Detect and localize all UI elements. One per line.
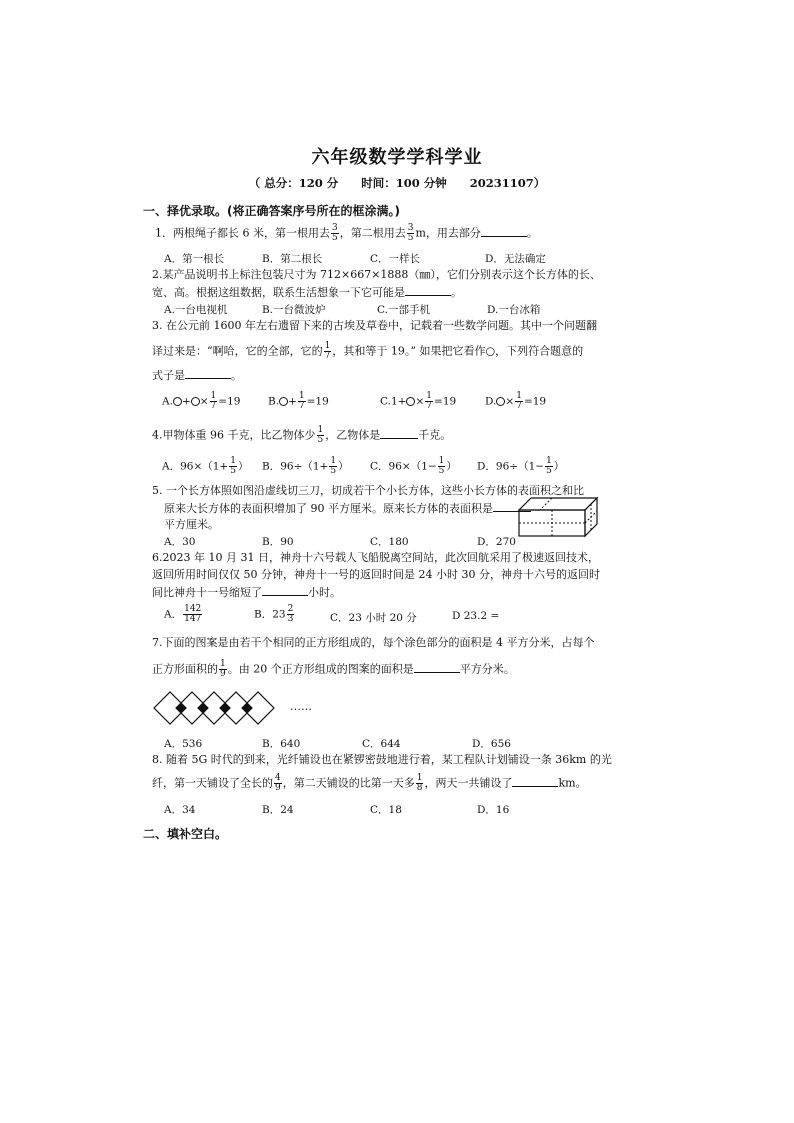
q3-option-b[interactable]: B. + $\frac{1}{7}$ =19	[268, 391, 329, 411]
question-7-line-2: 正方形面积的 $\frac{1}{9}$ 。由 20 个正方形组成的图案的面积是 平方分米。	[152, 659, 515, 679]
q5-option-c[interactable]: C．180	[370, 536, 409, 548]
q6-option-a[interactable]: A． $\frac{142}{147}$	[164, 604, 202, 624]
question-5-line-3: 平方厘米。	[164, 518, 219, 531]
q8-option-d[interactable]: D．16	[477, 804, 510, 816]
cuboid-diagram	[517, 496, 599, 538]
exam-info: （ 总分：120 分 时间：100 分钟 20231107）	[248, 176, 546, 190]
fraction: $\frac{3}{5}$	[407, 223, 414, 243]
section-2-heading: 二、填补空白。	[143, 827, 228, 841]
question-6-line-2: 返回所用时间仅仅 50 分钟，神舟十一号的返回时间是 24 小时 30 分，神舟十六号的返回时	[152, 568, 600, 581]
question-3-line-2: 译过来是：“啊哈，它的全部，它的 $\frac{1}{7}$ ，其和等于 19。” 如果把它看作○，下列符合题意的	[152, 341, 584, 361]
circle-icon	[173, 397, 182, 406]
q4-option-a[interactable]: A．96×（1+ $\frac{1}{5}$ ）	[162, 456, 249, 476]
answer-blank[interactable]	[262, 585, 308, 596]
question-2-line-1: 2.某产品说明书上标注包装尺寸为 712×667×1888（㎜），它们分别表示这个长方体的长、	[152, 268, 601, 281]
q7-option-a[interactable]: A．536	[164, 738, 203, 750]
question-1: 1．两根绳子都长 6 米，第一根用去 $\frac{3}{5}$ ，第二根用去 $\frac{3}{5}$ m，用去部分 。	[155, 223, 538, 243]
q3-option-a[interactable]: A. + × $\frac{1}{7}$ =19	[162, 391, 241, 411]
answer-blank[interactable]	[185, 368, 231, 379]
q4-option-b[interactable]: B．96÷（1+ $\frac{1}{5}$ ）	[262, 456, 349, 476]
answer-blank[interactable]	[414, 662, 460, 673]
fraction: $\frac{1}{7}$	[324, 341, 331, 361]
q6-option-d[interactable]: D 23.2 =	[452, 610, 500, 622]
q1-option-c[interactable]: C．一样长	[370, 253, 421, 265]
q4-option-c[interactable]: C．96×（1− $\frac{1}{5}$ ）	[370, 456, 457, 476]
q3-option-d[interactable]: D. × $\frac{1}{7}$ =19	[485, 391, 547, 411]
answer-blank[interactable]	[405, 285, 451, 296]
q6-option-c[interactable]: C．23 小时 20 分	[330, 612, 417, 624]
answer-blank[interactable]	[380, 428, 418, 439]
square-pattern-figure	[152, 690, 292, 726]
q5-option-b[interactable]: B．90	[262, 536, 294, 548]
circle-icon	[191, 397, 200, 406]
q4-option-d[interactable]: D．96÷（1− $\frac{1}{5}$ ）	[477, 456, 565, 476]
q5-option-a[interactable]: A．30	[164, 536, 196, 548]
q2-option-a[interactable]: A.一台电视机	[164, 304, 228, 316]
q7-option-c[interactable]: C．644	[362, 738, 401, 750]
question-8-line-1: 8. 随着 5G 时代的到来，光纤铺设也在紧锣密鼓地进行着，某工程队计划铺设一条 36km 的光	[152, 753, 612, 766]
answer-blank[interactable]	[481, 226, 527, 237]
q8-option-a[interactable]: A．34	[164, 804, 196, 816]
q2-option-c[interactable]: C.一部手机	[377, 304, 430, 316]
q7-option-b[interactable]: B．640	[262, 738, 301, 750]
question-5-line-1: 5. 一个长方体照如图沿虚线切三刀，切成若干个小长方体，这些小长方体的表面积之和比	[152, 484, 584, 497]
question-2-line-2: 宽、高。根据这组数据，联系生活想象一下它可能是 。	[152, 286, 462, 299]
question-8-line-2: 纤，第一天铺设了全长的 $\frac{4}{9}$ ，第二天铺设的比第一天多 $\frac{1}{8}$ ，两天一共铺设了 km。	[152, 773, 587, 793]
question-4: 4.甲物体重 96 千克，比乙物体少 $\frac{1}{5}$ ，乙物体是 千克。	[152, 425, 452, 445]
q7-option-d[interactable]: D．656	[472, 738, 511, 750]
q6-option-b[interactable]: B．23 $\frac{2}{3}$	[254, 604, 294, 624]
q2-option-b[interactable]: B.一台微波炉	[262, 304, 326, 316]
q5-option-d[interactable]: D．270	[477, 536, 516, 548]
circle-icon	[279, 397, 288, 406]
fraction: $\frac{3}{5}$	[332, 223, 338, 243]
continuation-dots: ……	[290, 700, 312, 713]
q8-option-c[interactable]: C．18	[370, 804, 402, 816]
section-1-heading: 一、择优录取。(将正确答案序号所在的框涂满。)	[143, 204, 400, 218]
question-3-line-1: 3. 在公元前 1600 年左右遗留下来的古埃及草卷中，记载着一些数学问题。其中一个问题翻	[152, 319, 597, 332]
q1-option-d[interactable]: D．无法确定	[485, 253, 546, 265]
q1-option-a[interactable]: A．第一根长	[164, 253, 225, 265]
page-title: 六年级数学学科学业	[311, 147, 483, 168]
q2-option-d[interactable]: D.一台冰箱	[487, 304, 541, 316]
question-5-line-2: 原来大长方体的表面积增加了 90 平方厘米。原来长方体的表面积是	[164, 501, 531, 516]
q3-option-c[interactable]: C.1+ × $\frac{1}{7}$ =19	[380, 391, 457, 411]
q1-option-b[interactable]: B．第二根长	[262, 253, 323, 265]
question-3-line-3: 式子是 。	[152, 369, 242, 382]
question-6-line-3: 间比神舟十一号缩短了 小时。	[152, 586, 341, 599]
answer-blank[interactable]	[512, 776, 558, 787]
q8-option-b[interactable]: B．24	[262, 804, 294, 816]
question-6-line-1: 6.2023 年 10 月 31 日，神舟十六号载人飞船脱离空间站，此次回航采用了极速返回技术，	[152, 551, 599, 564]
question-7-line-1: 7.下面的图案是由若干个相同的正方形组成的，每个涂色部分的面积是 4 平方分米，占每个	[152, 636, 595, 649]
